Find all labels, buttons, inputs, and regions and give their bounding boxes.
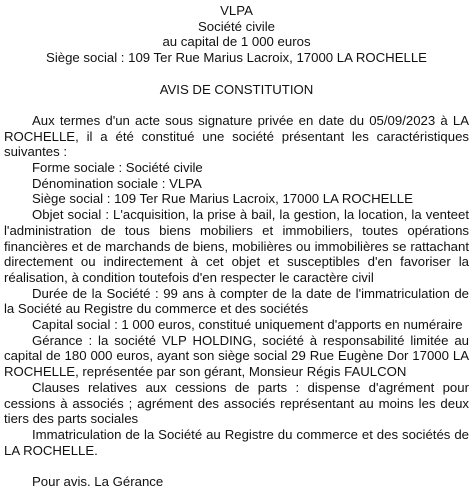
company-form: Société civile	[198, 18, 275, 34]
field-siege: Siège social : 109 Ter Rue Marius Lacroix, 17000 LA ROCHELLE	[32, 191, 413, 207]
field-immatriculation: Immatriculation de la Société au Registre du commerce et des sociétés de LA ROCHELLE.	[4, 426, 469, 458]
field-clauses: Clauses relatives aux cessions de parts : dispense d'agrément pour cessions à associés ; agrément des associés représentant au moins les deux tiers des parts sociales	[4, 379, 469, 427]
intro-paragraph: Aux termes d'un acte sous signature privée en date du 05/09/2023 à LA ROCHELLE, il a été constitué une société présentant les caractéristiques suivantes :	[4, 112, 469, 160]
field-gerance: Gérance : la société VLP HOLDING, société à responsabilité limitée au capital de 180 000 euros, ayant son siège social 29 Rue Eugène Dor 17000 LA ROCHELLE, représentée par son gérant, Monsieur Régis FAULCON	[4, 332, 469, 380]
field-capital: Capital social : 1 000 euros, constitué uniquement d'apports en numéraire	[32, 317, 463, 333]
field-forme-sociale: Forme sociale : Société civile	[32, 160, 203, 175]
company-name: VLPA	[220, 3, 253, 18]
notice-title: AVIS DE CONSTITUTION	[159, 81, 314, 97]
company-capital: au capital de 1 000 euros	[162, 34, 311, 50]
spacer	[4, 97, 469, 113]
company-seat: Siège social : 109 Ter Rue Marius Lacroix, 17000 LA ROCHELLE	[46, 50, 427, 66]
spacer	[4, 458, 469, 474]
spacer	[4, 66, 469, 82]
field-denomination: Dénomination sociale : VLPA	[32, 175, 202, 191]
signature: Pour avis. La Gérance	[32, 474, 164, 490]
field-objet: Objet social : L'acquisition, la prise à bail, la gestion, la location, la venteet l'administration de tous biens mobiliers et immobiliers, toutes opérations financières et de marchands de biens, mobilières ou immobilières se rattachant directement ou indirectement à cet objet et susceptibles d'en favoriser la réalisation, à condition toutefois d'en respecter le caractère civil	[4, 207, 469, 285]
field-duree: Durée de la Société : 99 ans à compter de la date de l'immatriculation de la Société au Registre du commerce et des sociétés	[4, 285, 469, 317]
